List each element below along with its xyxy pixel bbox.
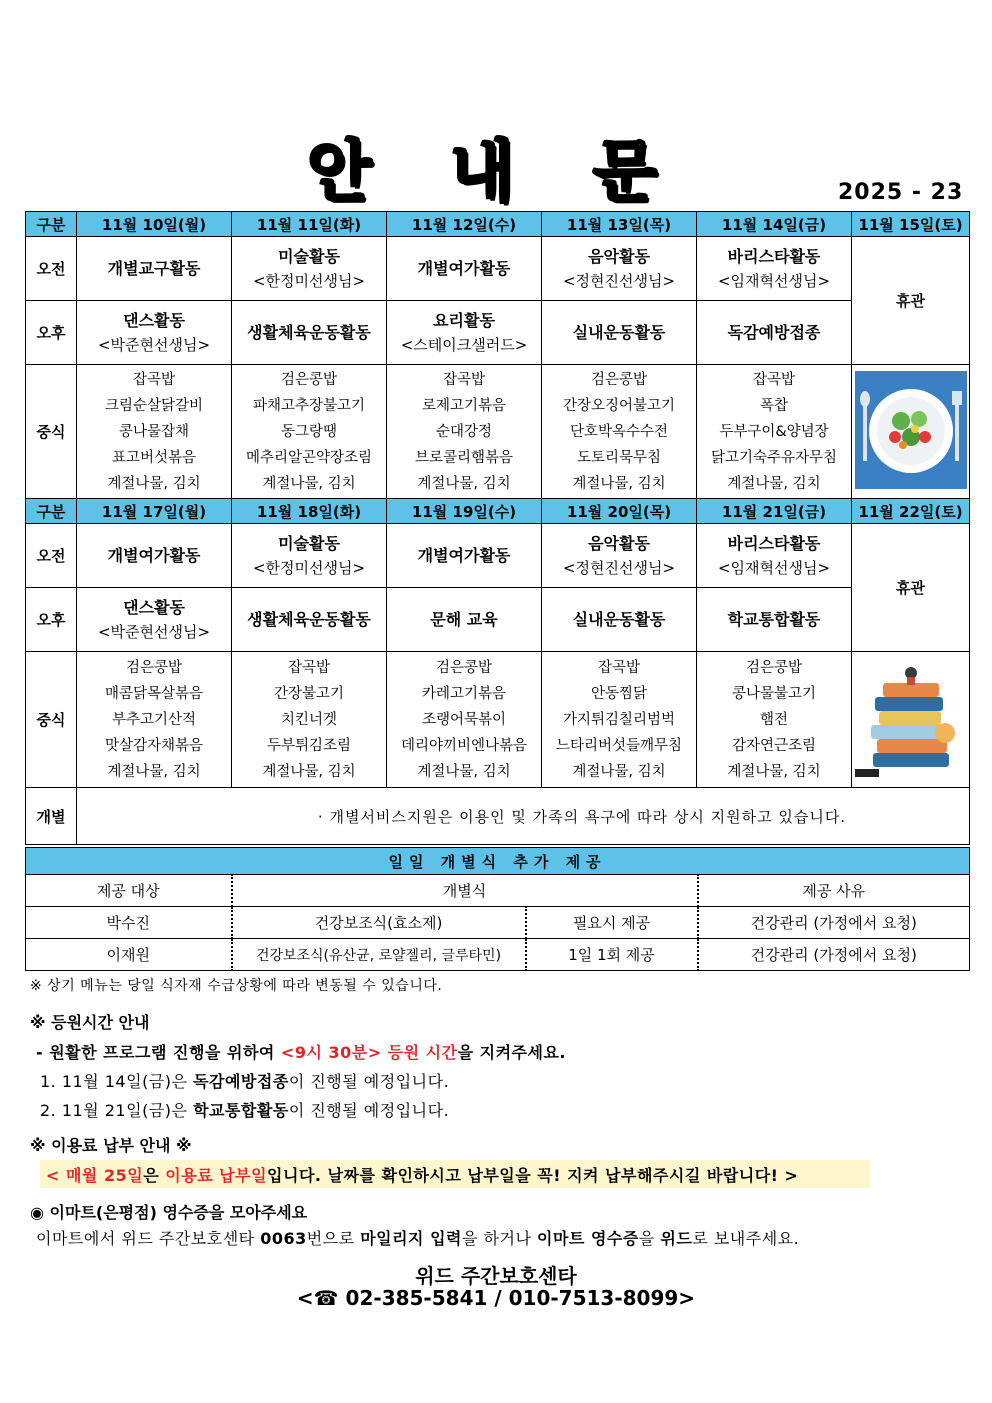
activity-name: 미술활동 [278, 533, 340, 553]
center-phone: <☎ 02-385-5841 / 010-7513-8099> [296, 1286, 696, 1310]
table-row: 이재원 건강보조식(유산균, 로얄젤리, 글루타민) 1일 1회 제공 건강관리 (가정에서 요청) [26, 939, 970, 971]
gubun-label: 구분 [26, 212, 77, 237]
lunch-menu: 검은콩밥 파채고추장불고기 동그랑땡 메추리알곤약장조림 계절나물, 김치 [232, 365, 387, 499]
activity-teacher: <임재혁선생님> [717, 271, 831, 290]
activity-name: 댄스활동 [123, 310, 185, 330]
activity-cell [387, 588, 542, 652]
fee-line: < 매월 25일은 이용료 납부일입니다. 날짜를 확인하시고 납부일을 꼭! 지켜 납부해주시길 바랍니다! > [46, 1166, 799, 1185]
activity-name: 학교통합활동 [727, 609, 821, 629]
gubun-label: 구분 [26, 499, 77, 524]
extra-meal-header: 일일 개별식 추가 제공 [26, 848, 970, 875]
lunch-label: 중식 [26, 652, 77, 788]
activity-name: 실내운동활동 [572, 322, 666, 342]
activity-name: 음악활동 [588, 533, 650, 553]
activity-cell [77, 237, 232, 301]
activity-cell [697, 301, 852, 365]
activity-teacher: <한정미선생님> [252, 558, 366, 577]
activity-name: 개별교구활동 [107, 258, 201, 278]
pm-label: 오후 [26, 301, 77, 365]
books-illustration [852, 652, 970, 788]
date-cell: 11월 19일(수) [387, 499, 542, 524]
lunch-label: 중식 [26, 365, 77, 499]
emart-line: 이마트에서 위드 주간보호센타 0063번으로 마일리지 입력을 하거나 이마트 영수증을 위드로 보내주세요. [36, 1229, 800, 1248]
activity-name: 개별여가활동 [417, 258, 511, 278]
activity-cell [77, 301, 232, 365]
activity-name: 요리활동 [433, 310, 495, 330]
activity-name: 미술활동 [278, 246, 340, 266]
activity-name: 실내운동활동 [572, 609, 666, 629]
date-cell: 11월 21일(금) [697, 499, 852, 524]
lunch-menu: 잡곡밥 안동찜닭 가지튀김칠리범벅 느타리버섯들깨무침 계절나물, 김치 [542, 652, 697, 788]
activity-cell [542, 301, 697, 365]
activity-teacher: <정현진선생님> [562, 558, 676, 577]
activity-name: 바리스타활동 [727, 533, 821, 553]
col-reason: 제공 사유 [698, 875, 970, 907]
col-meal: 개별식 [232, 875, 698, 907]
lunch-menu: 검은콩밥 간장오징어불고기 단호박옥수수전 도토리묵무침 계절나물, 김치 [542, 365, 697, 499]
activity-cell [387, 301, 542, 365]
center-name: 위드 주간보호센타 [415, 1264, 577, 1288]
lunch-menu: 잡곡밥 폭찹 두부구이&양념장 닭고기숙주유자무침 계절나물, 김치 [697, 365, 852, 499]
date-cell: 11월 20일(목) [542, 499, 697, 524]
schedule-week1 [25, 211, 970, 499]
activity-name: 생활체육운동활동 [247, 322, 371, 342]
emart-heading: ◉ 이마트(은평점) 영수증을 모아주세요 [30, 1203, 308, 1222]
activity-cell [387, 237, 542, 301]
activity-name: 개별여가활동 [107, 545, 201, 565]
activity-name: 바리스타활동 [727, 246, 821, 266]
activity-cell [697, 524, 852, 588]
activity-cell [387, 524, 542, 588]
lunch-menu: 검은콩밥 콩나물불고기 햄전 감자연근조림 계절나물, 김치 [697, 652, 852, 788]
lunch-menu: 잡곡밥 로제고기볶음 순대강정 브로콜리햄볶음 계절나물, 김치 [387, 365, 542, 499]
closed-cell: 휴관 [852, 524, 970, 652]
date-cell: 11월 14일(금) [697, 212, 852, 237]
fee-heading: ※ 이용료 납부 안내 ※ [30, 1136, 192, 1155]
table-row: 박수진 건강보조식(효소제) 필요시 제공 건강관리 (가정에서 요청) [26, 907, 970, 939]
date-cell: 11월 22일(토) [852, 499, 970, 524]
lunch-menu: 잡곡밥 간장불고기 치킨너겟 두부튀김조림 계절나물, 김치 [232, 652, 387, 788]
extra-meal-table [25, 847, 970, 971]
col-target: 제공 대상 [26, 875, 232, 907]
date-cell: 11월 17일(월) [77, 499, 232, 524]
date-cell: 11월 18일(화) [232, 499, 387, 524]
date-cell: 11월 10일(월) [77, 212, 232, 237]
activity-cell [77, 524, 232, 588]
activity-name: 생활체육운동활동 [247, 609, 371, 629]
lunch-menu: 검은콩밥 카레고기볶음 조랭어묵볶이 데리야끼비엔나볶음 계절나물, 김치 [387, 652, 542, 788]
lunch-menu: 검은콩밥 매콤닭목살볶음 부추고기산적 맛살감자채볶음 계절나물, 김치 [77, 652, 232, 788]
activity-teacher: <스테이크샐러드> [400, 335, 528, 354]
activity-cell [542, 237, 697, 301]
activity-cell [77, 588, 232, 652]
activity-cell [232, 237, 387, 301]
activity-teacher: <박준현선생님> [97, 622, 211, 641]
lunch-menu: 잡곡밥 크림순살닭갈비 콩나물잡채 표고버섯볶음 계절나물, 김치 [77, 365, 232, 499]
activity-teacher: <임재혁선생님> [717, 558, 831, 577]
activity-cell [232, 301, 387, 365]
date-cell: 11월 12일(수) [387, 212, 542, 237]
books-stack-icon [855, 659, 967, 777]
salad-bowl-icon [855, 371, 967, 489]
page-title: 안 내 문 [307, 133, 685, 210]
arrival-line: - 원활한 프로그램 진행을 위하여 <9시 30분> 등원 시간을 지켜주세요. [36, 1043, 566, 1062]
individual-label: 개별 [26, 788, 77, 845]
activity-cell [232, 588, 387, 652]
closed-cell: 휴관 [852, 237, 970, 365]
individual-service-text: · 개별서비스지원은 이용인 및 가족의 욕구에 따라 상시 지원하고 있습니다. [77, 788, 970, 845]
menu-notice: ※ 상기 메뉴는 당일 식자재 수급상황에 따라 변동될 수 있습니다. [30, 978, 443, 994]
am-label: 오전 [26, 524, 77, 588]
activity-teacher: <박준현선생님> [97, 335, 211, 354]
activity-name: 독감예방접종 [727, 322, 821, 342]
activity-name: 문해 교육 [430, 609, 498, 629]
am-label: 오전 [26, 237, 77, 301]
arrival-item-2: 2. 11월 21일(금)은 학교통합활동이 진행될 예정입니다. [40, 1101, 450, 1120]
document-number: 2025 - 23 [838, 180, 964, 205]
date-cell: 11월 11일(화) [232, 212, 387, 237]
activity-cell [542, 524, 697, 588]
date-cell: 11월 15일(토) [852, 212, 970, 237]
pm-label: 오후 [26, 588, 77, 652]
date-cell: 11월 13일(목) [542, 212, 697, 237]
activity-name: 댄스활동 [123, 597, 185, 617]
arrival-heading: ※ 등원시간 안내 [30, 1013, 150, 1032]
schedule-week2 [25, 498, 970, 845]
salad-illustration [852, 365, 970, 499]
activity-cell [232, 524, 387, 588]
activity-cell [697, 588, 852, 652]
activity-teacher: <한정미선생님> [252, 271, 366, 290]
arrival-item-1: 1. 11월 14일(금)은 독감예방접종이 진행될 예정입니다. [40, 1072, 450, 1091]
activity-cell [542, 588, 697, 652]
activity-name: 개별여가활동 [417, 545, 511, 565]
activity-cell [697, 237, 852, 301]
activity-name: 음악활동 [588, 246, 650, 266]
activity-teacher: <정현진선생님> [562, 271, 676, 290]
